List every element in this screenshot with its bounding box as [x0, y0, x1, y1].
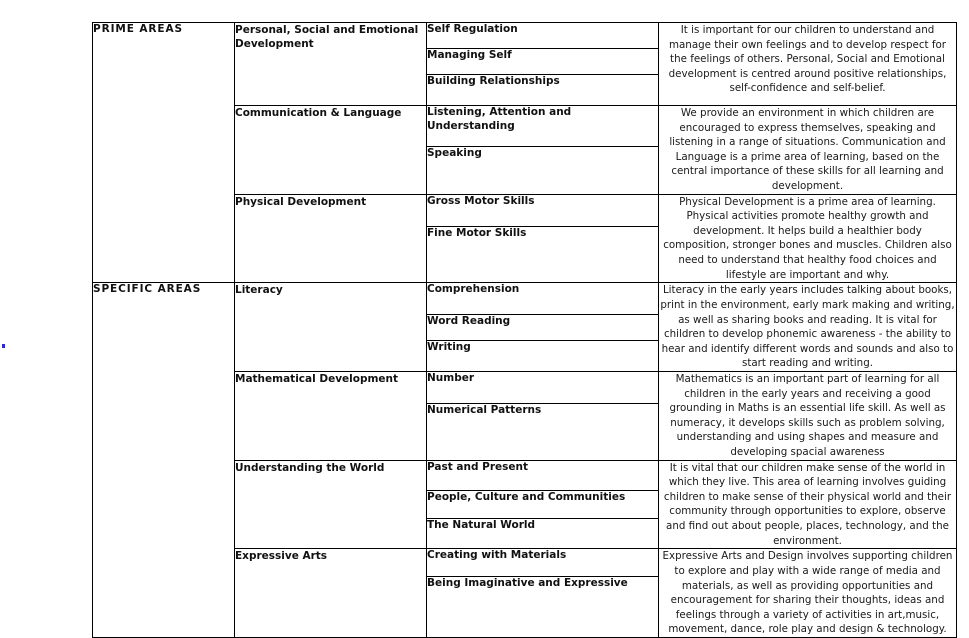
subject-label: Literacy — [235, 284, 283, 297]
strand-cell — [427, 519, 659, 549]
strand-cell — [427, 460, 659, 490]
description-cell-expressive-arts — [659, 549, 957, 638]
description-text: It is important for our children to understand and manage their own feelings and to develop respect for the feelings of others. Personal, Social and Emotional development is centred around positive relationships, self-confidence and self-belief. — [668, 24, 947, 95]
area-cell-specific — [93, 283, 235, 638]
subject-cell-communication — [235, 106, 427, 195]
strand-cell — [427, 49, 659, 75]
strand-cell — [427, 577, 659, 638]
description-cell-literacy — [659, 283, 957, 372]
description-cell-mathematical — [659, 371, 957, 460]
strand-label: Listening, Attention and Understanding — [427, 106, 572, 132]
strand-cell — [427, 75, 659, 106]
strand-cell — [427, 340, 659, 371]
description-text: Physical Development is a prime area of learning. Physical activities promote healthy growth and development. It helps build a healthier body composition, stronger bones and muscles. Children also need to understand that healthy food choices and lifestyle are important and why. — [663, 195, 952, 281]
strand-label: Gross Motor Skills — [427, 194, 535, 207]
strand-label: Word Reading — [427, 314, 511, 327]
margin-artifact-dot — [2, 344, 5, 348]
description-cell-pse — [659, 23, 957, 106]
area-label: PRIME AREAS — [93, 23, 183, 35]
strand-cell — [427, 283, 659, 314]
strand-label: People, Culture and Communities — [427, 490, 626, 503]
strand-label: Writing — [427, 340, 471, 353]
strand-cell — [427, 146, 659, 194]
strand-label: The Natural World — [427, 519, 536, 532]
strand-cell — [427, 227, 659, 283]
description-text: Mathematics is an important part of learning for all children in the early years and receiving a good grounding in Maths is an essential life skill. As well as numeracy, it develops skills such as problem solving, understanding and using shapes and measure and developing spacial awareness — [669, 372, 946, 459]
subject-cell-pse — [235, 23, 427, 106]
strand-label: Self Regulation — [427, 23, 518, 35]
description-cell-communication — [659, 106, 957, 195]
description-cell-understanding-world — [659, 460, 957, 549]
description-text: We provide an environment in which children are encouraged to express themselves, speaking and listening in a range of situations. Communication and Language is a prime area of learning, based on the central importance of these skills for all learning and development. — [669, 107, 946, 193]
strand-label: Fine Motor Skills — [427, 227, 527, 240]
subject-cell-mathematical — [235, 371, 427, 460]
strand-label: Speaking — [427, 146, 482, 159]
description-text: Literacy in the early years includes talking about books, print in the environment, early mark making and writing, as well as sharing books and reading. It is vital for children to develop phonemic awareness - the ability to hear and identify different words and sounds and also to start reading and writing. — [660, 284, 955, 370]
subject-label: Expressive Arts — [235, 550, 328, 563]
subject-cell-physical — [235, 194, 427, 283]
subject-cell-expressive-arts — [235, 549, 427, 638]
strand-cell — [427, 549, 659, 577]
table-row — [93, 23, 957, 49]
strand-cell — [427, 404, 659, 460]
subject-cell-literacy — [235, 283, 427, 372]
strand-cell — [427, 23, 659, 49]
strand-cell — [427, 194, 659, 226]
strand-cell — [427, 371, 659, 403]
subject-label: Understanding the World — [235, 461, 385, 474]
table-row — [93, 283, 957, 314]
strand-label: Numerical Patterns — [427, 404, 542, 417]
subject-label: Communication & Language — [235, 107, 402, 119]
curriculum-table — [92, 22, 957, 638]
strand-label: Past and Present — [427, 460, 529, 473]
area-label: SPECIFIC AREAS — [93, 283, 202, 296]
description-text: Expressive Arts and Design involves supporting children to explore and play with a wide range of media and materials, as well as providing opportunities and encouragement for sharing their thoughts, ideas and feelings through a variety of activities in art,music, movement, dance, role play and design & technology. — [662, 550, 953, 636]
strand-label: Building Relationships — [427, 75, 560, 87]
subject-cell-understanding-world — [235, 460, 427, 549]
subject-label: Physical Development — [235, 195, 367, 208]
strand-label: Creating with Materials — [427, 549, 567, 562]
subject-label: Personal, Social and Emotional Development — [235, 24, 419, 51]
strand-label: Comprehension — [427, 283, 520, 296]
subject-label: Mathematical Development — [235, 372, 399, 385]
description-cell-physical — [659, 194, 957, 283]
strand-cell — [427, 106, 659, 147]
strand-label: Number — [427, 371, 475, 384]
area-cell-prime — [93, 23, 235, 283]
description-text: It is vital that our children make sense of the world in which they live. This area of learning involves guiding children to make sense of their physical world and their community through opportunities to explore, observe and find out about people, places, technology, and the environment. — [663, 461, 952, 547]
strand-cell — [427, 314, 659, 340]
strand-label: Being Imaginative and Expressive — [427, 577, 628, 590]
strand-label: Managing Self — [427, 49, 512, 61]
strand-cell — [427, 490, 659, 519]
